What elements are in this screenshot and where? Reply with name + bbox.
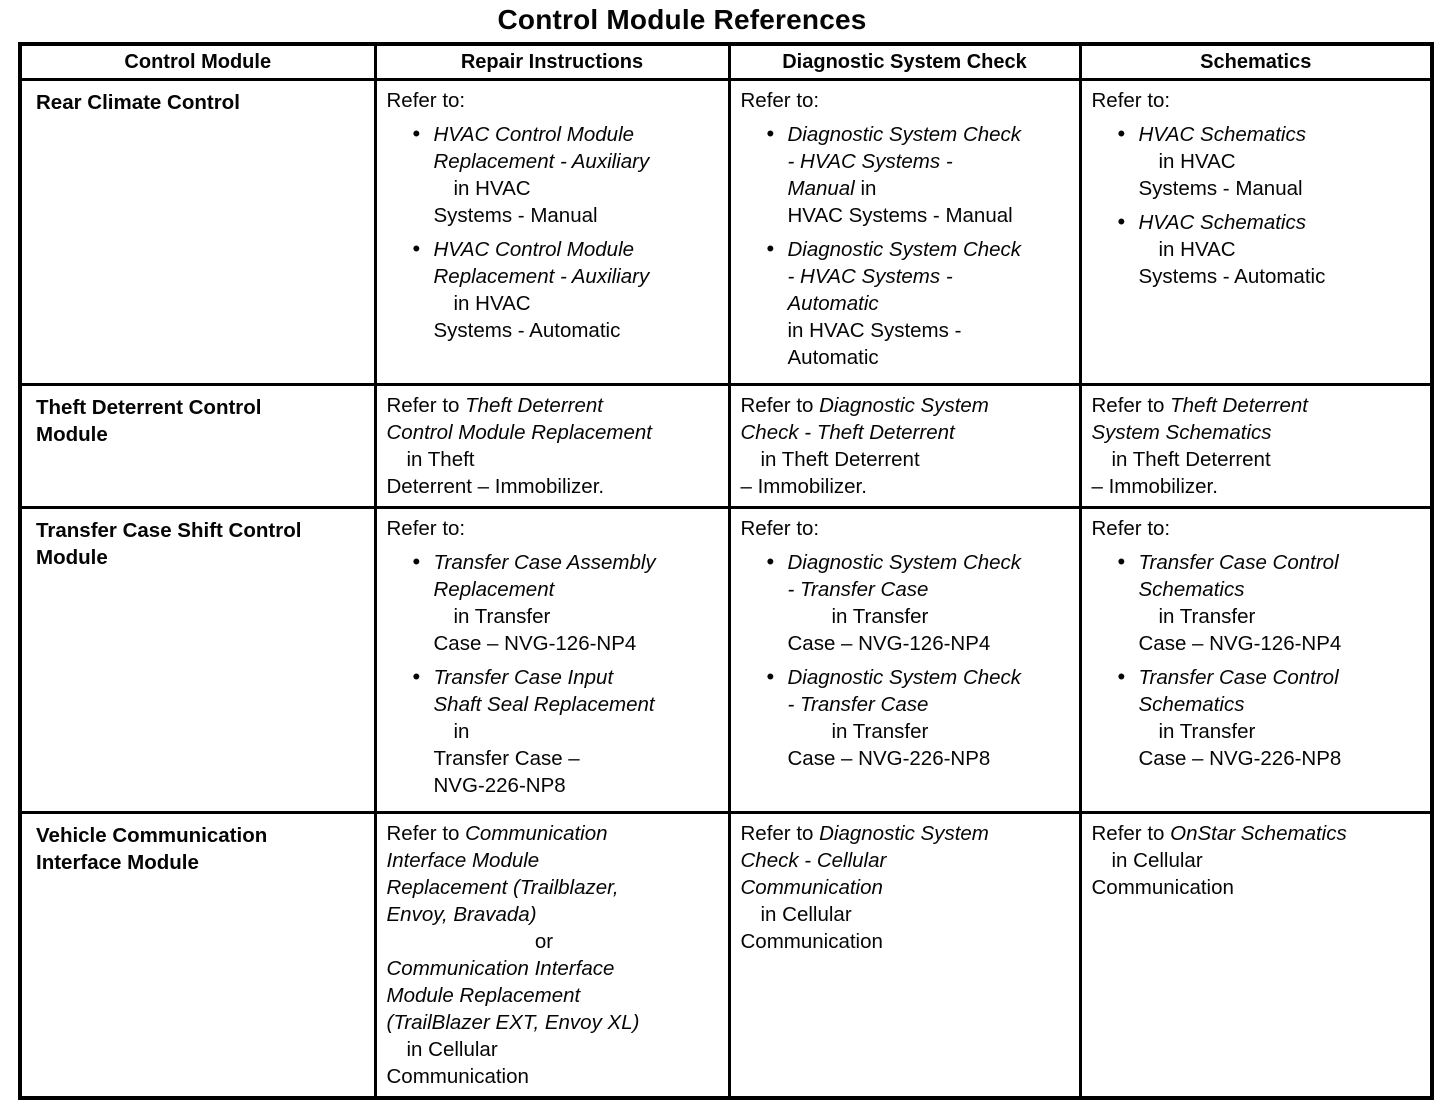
reference-title-segment: Theft Deterrent xyxy=(465,394,603,417)
reference-line xyxy=(1092,847,1425,874)
reference-line xyxy=(1092,515,1425,542)
reference-line xyxy=(788,290,1073,317)
reference-plain-segment: Refer to xyxy=(1091,394,1171,417)
reference-title-segment: Diagnostic System Check xyxy=(787,123,1022,146)
reference-line xyxy=(434,175,722,202)
reference-text xyxy=(387,87,722,114)
module-name-line: Rear Climate Control xyxy=(36,91,240,114)
reference-title-segment: HVAC Schematics xyxy=(1138,123,1306,146)
module-name-line: Module xyxy=(36,423,108,446)
reference-line xyxy=(788,603,1073,630)
reference-title-segment: System Schematics xyxy=(1091,421,1272,444)
table-header-row xyxy=(20,44,1432,80)
reference-line xyxy=(1139,236,1425,263)
reference-plain-segment: Communication xyxy=(386,1065,529,1088)
reference-title-segment: Diagnostic System Check xyxy=(787,551,1022,574)
reference-plain-segment: – Immobilizer. xyxy=(1091,475,1218,498)
reference-bullet-item xyxy=(761,549,1073,657)
reference-line xyxy=(1139,603,1425,630)
reference-title-segment: Communication xyxy=(740,876,883,899)
reference-line xyxy=(1092,392,1425,419)
reference-plain-segment: in Theft Deterrent xyxy=(760,448,920,471)
reference-line xyxy=(387,928,722,955)
reference-title-segment: Control Module Replacement xyxy=(386,421,652,444)
reference-plain-segment: Refer to xyxy=(740,394,820,417)
reference-line xyxy=(434,121,722,148)
reference-plain-segment: Case – NVG-226-NP8 xyxy=(1138,747,1342,770)
reference-plain-segment: Refer to xyxy=(740,822,820,845)
reference-line xyxy=(788,317,1073,344)
control-module-cell xyxy=(20,385,375,508)
reference-line xyxy=(387,1063,722,1090)
reference-line xyxy=(788,549,1073,576)
reference-plain-segment: Refer to: xyxy=(740,517,820,540)
reference-plain-segment: – Immobilizer. xyxy=(740,475,867,498)
reference-title-segment: Transfer Case Assembly xyxy=(433,551,656,574)
reference-title-segment: Diagnostic System xyxy=(819,394,989,417)
reference-line xyxy=(387,901,722,928)
reference-plain-segment: in HVAC xyxy=(453,292,531,315)
reference-line xyxy=(1139,691,1425,718)
reference-plain-segment: Communication xyxy=(1091,876,1234,899)
reference-plain-segment: Case – NVG-126-NP4 xyxy=(433,632,637,655)
reference-plain-segment: Refer to: xyxy=(386,89,466,112)
reference-line xyxy=(387,874,722,901)
reference-title-segment: Schematics xyxy=(1138,693,1245,716)
table-row xyxy=(20,508,1432,813)
reference-title-segment: Check - Theft Deterrent xyxy=(740,421,955,444)
reference-line xyxy=(1139,121,1425,148)
reference-line xyxy=(788,263,1073,290)
reference-line xyxy=(434,148,722,175)
reference-title-segment: Replacement xyxy=(433,578,555,601)
reference-plain-segment: Refer to xyxy=(386,822,466,845)
table-row xyxy=(20,385,1432,508)
reference-plain-segment: Automatic xyxy=(787,346,879,369)
reference-bullet-item xyxy=(1112,664,1425,772)
reference-plain-segment: Case – NVG-226-NP8 xyxy=(787,747,991,770)
table-row xyxy=(20,813,1432,1099)
schematics-cell xyxy=(1080,80,1432,385)
reference-title-segment: Schematics xyxy=(1138,578,1245,601)
diagnostic-system-check-cell xyxy=(729,80,1080,385)
column-header-control-module: Control Module xyxy=(20,44,375,80)
reference-line xyxy=(741,87,1073,114)
reference-line xyxy=(387,847,722,874)
reference-line xyxy=(1139,630,1425,657)
reference-title-segment: HVAC Control Module xyxy=(433,238,635,261)
reference-plain-segment: Case – NVG-126-NP4 xyxy=(1138,632,1342,655)
reference-plain-segment: Systems - Automatic xyxy=(433,319,621,342)
reference-line xyxy=(788,121,1073,148)
reference-title-segment: HVAC Schematics xyxy=(1138,211,1306,234)
reference-plain-segment: Transfer Case – xyxy=(433,747,580,770)
reference-line xyxy=(788,691,1073,718)
reference-line xyxy=(434,290,722,317)
reference-line xyxy=(387,515,722,542)
reference-plain-segment: in HVAC Systems - xyxy=(787,319,962,342)
reference-line xyxy=(741,847,1073,874)
reference-bullet-item xyxy=(1112,121,1425,202)
reference-plain-segment: in HVAC xyxy=(1158,150,1236,173)
reference-line xyxy=(788,576,1073,603)
reference-plain-segment: in Transfer xyxy=(1158,720,1256,743)
reference-title-segment: Replacement - Auxiliary xyxy=(433,265,650,288)
control-module-cell xyxy=(20,508,375,813)
reference-line xyxy=(1139,148,1425,175)
reference-line xyxy=(387,392,722,419)
reference-text xyxy=(741,392,1073,500)
reference-text xyxy=(1092,820,1425,901)
reference-title-segment: Replacement - Auxiliary xyxy=(433,150,650,173)
diagnostic-system-check-cell xyxy=(729,813,1080,1099)
reference-line xyxy=(434,317,722,344)
reference-title-segment: Envoy, Bravada) xyxy=(386,903,537,926)
table-row xyxy=(20,80,1432,385)
reference-plain-segment: in Cellular xyxy=(1111,849,1203,872)
reference-line xyxy=(387,1009,722,1036)
reference-plain-segment: Systems - Manual xyxy=(1138,177,1303,200)
reference-line xyxy=(434,630,722,657)
reference-line xyxy=(788,664,1073,691)
reference-plain-segment: Refer to: xyxy=(1091,89,1171,112)
reference-bullet-item xyxy=(407,664,722,799)
reference-plain-segment: in HVAC xyxy=(1158,238,1236,261)
reference-plain-segment: or xyxy=(534,930,554,953)
schematics-cell xyxy=(1080,508,1432,813)
repair-instructions-cell xyxy=(375,385,729,508)
reference-plain-segment: Refer to xyxy=(1091,822,1171,845)
module-name-line: Module xyxy=(36,546,108,569)
reference-title-segment: Automatic xyxy=(787,292,879,315)
module-name-line: Vehicle Communication xyxy=(36,824,268,847)
reference-line xyxy=(1139,175,1425,202)
reference-bullet-item xyxy=(407,236,722,344)
reference-line xyxy=(387,419,722,446)
reference-title-segment: Communication xyxy=(465,822,608,845)
reference-text xyxy=(1092,515,1425,542)
reference-title-segment: - HVAC Systems - xyxy=(787,265,953,288)
reference-plain-segment: in Theft xyxy=(406,448,475,471)
reference-plain-segment: in xyxy=(854,177,877,200)
reference-plain-segment: Refer to: xyxy=(386,517,466,540)
reference-plain-segment: Deterrent – Immobilizer. xyxy=(386,475,605,498)
reference-line xyxy=(387,446,722,473)
reference-line xyxy=(387,1036,722,1063)
reference-line xyxy=(741,928,1073,955)
reference-line xyxy=(1092,419,1425,446)
reference-line xyxy=(1092,473,1425,500)
reference-text xyxy=(741,820,1073,955)
reference-line xyxy=(741,820,1073,847)
reference-line xyxy=(1092,87,1425,114)
reference-bullet-item xyxy=(407,121,722,229)
reference-line xyxy=(1139,718,1425,745)
reference-title-segment: Transfer Case Input xyxy=(433,666,614,689)
column-header-diagnostic-system-check: Diagnostic System Check xyxy=(729,44,1080,80)
column-header-repair-instructions: Repair Instructions xyxy=(375,44,729,80)
reference-line xyxy=(788,344,1073,371)
reference-line xyxy=(387,87,722,114)
reference-line xyxy=(1139,209,1425,236)
reference-plain-segment: NVG-226-NP8 xyxy=(433,774,566,797)
reference-plain-segment: in Transfer xyxy=(453,605,551,628)
control-module-references-table xyxy=(18,42,1434,1100)
reference-line xyxy=(788,630,1073,657)
reference-title-segment: - HVAC Systems - xyxy=(787,150,953,173)
reference-text xyxy=(741,515,1073,542)
reference-title-segment: Interface Module xyxy=(386,849,540,872)
reference-line xyxy=(741,515,1073,542)
reference-plain-segment: in HVAC xyxy=(453,177,531,200)
reference-line xyxy=(387,820,722,847)
column-header-schematics: Schematics xyxy=(1080,44,1432,80)
reference-plain-segment: in Cellular xyxy=(760,903,852,926)
module-name-line: Interface Module xyxy=(36,851,199,874)
reference-line xyxy=(788,175,1073,202)
reference-title-segment: Diagnostic System Check xyxy=(787,238,1022,261)
reference-text xyxy=(387,392,722,500)
reference-line xyxy=(741,446,1073,473)
reference-line xyxy=(741,874,1073,901)
reference-line xyxy=(387,473,722,500)
reference-bullet-item xyxy=(761,236,1073,371)
reference-line xyxy=(387,982,722,1009)
reference-line xyxy=(434,718,722,745)
reference-title-segment: Transfer Case Control xyxy=(1138,551,1339,574)
reference-line xyxy=(434,549,722,576)
reference-line xyxy=(788,148,1073,175)
reference-line xyxy=(434,664,722,691)
reference-line xyxy=(387,955,722,982)
reference-plain-segment: Systems - Automatic xyxy=(1138,265,1326,288)
reference-line xyxy=(788,745,1073,772)
reference-line xyxy=(788,202,1073,229)
reference-plain-segment: Refer to: xyxy=(740,89,820,112)
reference-line xyxy=(741,419,1073,446)
reference-title-segment: - Transfer Case xyxy=(787,693,929,716)
reference-bullet-item xyxy=(1112,549,1425,657)
reference-text xyxy=(387,515,722,542)
reference-line xyxy=(741,392,1073,419)
reference-plain-segment: in Theft Deterrent xyxy=(1111,448,1271,471)
reference-line xyxy=(741,473,1073,500)
reference-plain-segment: Refer to: xyxy=(1091,517,1171,540)
page-title: Control Module References xyxy=(497,4,867,35)
reference-text xyxy=(1092,392,1425,500)
reference-line xyxy=(788,236,1073,263)
reference-line xyxy=(1139,549,1425,576)
reference-plain-segment: HVAC Systems - Manual xyxy=(787,204,1013,227)
reference-plain-segment: Systems - Manual xyxy=(433,204,598,227)
diagnostic-system-check-cell xyxy=(729,508,1080,813)
reference-line xyxy=(1092,446,1425,473)
reference-line xyxy=(1139,664,1425,691)
diagnostic-system-check-cell xyxy=(729,385,1080,508)
reference-line xyxy=(434,691,722,718)
reference-title-segment: Manual xyxy=(787,177,855,200)
reference-line xyxy=(741,901,1073,928)
reference-title-segment: HVAC Control Module xyxy=(433,123,635,146)
reference-bullet-item xyxy=(407,549,722,657)
reference-line xyxy=(434,772,722,799)
reference-title-segment: Transfer Case Control xyxy=(1138,666,1339,689)
repair-instructions-cell xyxy=(375,508,729,813)
reference-text xyxy=(741,87,1073,114)
reference-line xyxy=(434,263,722,290)
schematics-cell xyxy=(1080,813,1432,1099)
reference-line xyxy=(1139,263,1425,290)
repair-instructions-cell xyxy=(375,813,729,1099)
reference-plain-segment: in xyxy=(453,720,470,743)
reference-title-segment: Communication Interface xyxy=(386,957,615,980)
reference-plain-segment: in Transfer xyxy=(831,720,929,743)
reference-line xyxy=(1139,745,1425,772)
reference-title-segment: - Transfer Case xyxy=(787,578,929,601)
schematics-cell xyxy=(1080,385,1432,508)
reference-line xyxy=(1092,874,1425,901)
reference-line xyxy=(434,745,722,772)
reference-plain-segment: Case – NVG-126-NP4 xyxy=(787,632,991,655)
reference-title-segment: Diagnostic System Check xyxy=(787,666,1022,689)
reference-plain-segment: Refer to xyxy=(386,394,466,417)
reference-title-segment: Shaft Seal Replacement xyxy=(433,693,655,716)
module-name-line: Theft Deterrent Control xyxy=(36,396,262,419)
reference-line xyxy=(434,603,722,630)
reference-title-segment: OnStar Schematics xyxy=(1170,822,1347,845)
reference-line xyxy=(434,202,722,229)
reference-text xyxy=(1092,87,1425,114)
control-module-cell xyxy=(20,80,375,385)
control-module-cell xyxy=(20,813,375,1099)
reference-title-segment: Module Replacement xyxy=(386,984,581,1007)
reference-title-segment: Theft Deterrent xyxy=(1170,394,1308,417)
reference-plain-segment: Communication xyxy=(740,930,883,953)
reference-title-segment: (TrailBlazer EXT, Envoy XL) xyxy=(386,1011,640,1034)
reference-bullet-item xyxy=(761,121,1073,229)
reference-line xyxy=(434,576,722,603)
reference-title-segment: Replacement (Trailblazer, xyxy=(386,876,619,899)
reference-line xyxy=(1139,576,1425,603)
reference-line xyxy=(1092,820,1425,847)
reference-title-segment: Check - Cellular xyxy=(740,849,887,872)
reference-plain-segment: in Transfer xyxy=(831,605,929,628)
reference-text xyxy=(387,820,722,1090)
repair-instructions-cell xyxy=(375,80,729,385)
reference-bullet-item xyxy=(1112,209,1425,290)
reference-line xyxy=(788,718,1073,745)
reference-plain-segment: in Transfer xyxy=(1158,605,1256,628)
reference-title-segment: Diagnostic System xyxy=(819,822,989,845)
module-name-line: Transfer Case Shift Control xyxy=(36,519,302,542)
reference-bullet-item xyxy=(761,664,1073,772)
reference-plain-segment: in Cellular xyxy=(406,1038,498,1061)
reference-line xyxy=(434,236,722,263)
table-body xyxy=(20,80,1432,1099)
